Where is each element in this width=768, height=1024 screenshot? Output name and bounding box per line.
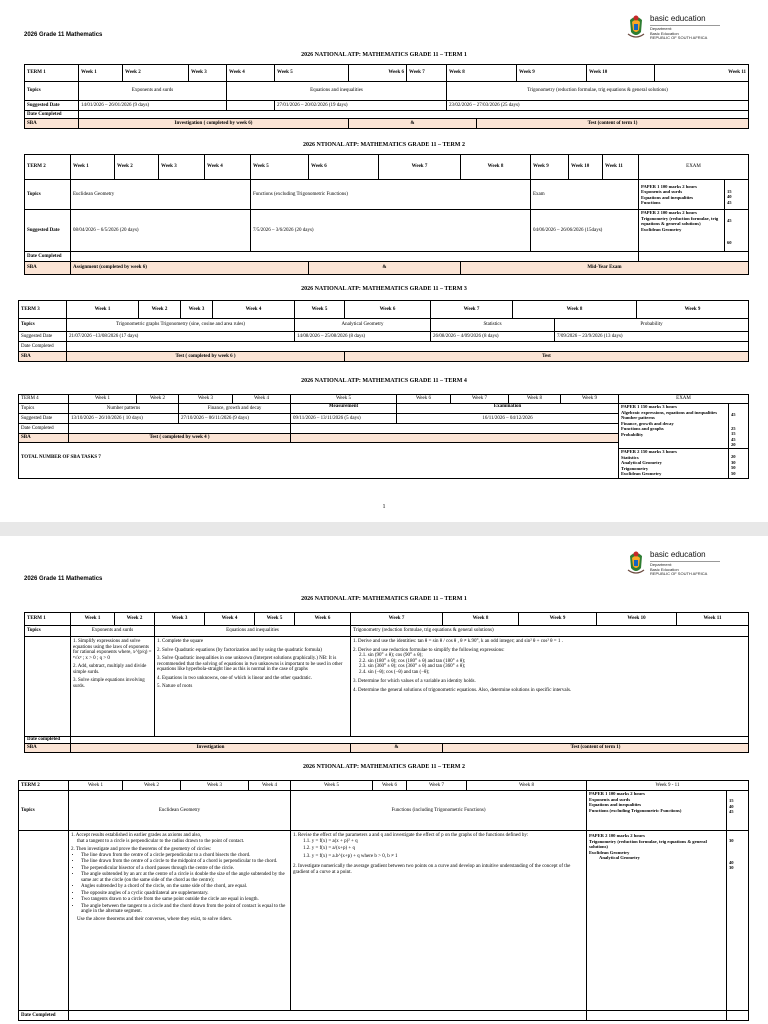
term2-week-6: Week 6 bbox=[309, 155, 379, 180]
term4-p2-mark-1: 20 bbox=[731, 454, 736, 459]
dbe-logo bbox=[626, 14, 720, 41]
detail1-label: TERM 1 bbox=[25, 613, 71, 626]
detail2-topic-2: Functions (including Trigonometric Functions) bbox=[291, 791, 587, 831]
term2-week-10: Week 10 bbox=[569, 155, 603, 180]
detail2-geo-intro-2: that a tangent to a circle is perpendicular to the radius drawn to the point of contact. bbox=[77, 838, 245, 844]
detail2-p1-mark-2: 40 bbox=[729, 803, 734, 809]
term4-topic-4: Examination bbox=[397, 404, 619, 414]
detail2-label: TERM 2 bbox=[19, 781, 69, 791]
detail1-week-9: Week 9 bbox=[519, 613, 597, 626]
term4-p2-mark-2: 30 bbox=[731, 459, 736, 465]
term4-date-2: 27/10/2026 – 06/11/2026 (9 days) bbox=[179, 414, 291, 424]
term4-p1-mark-2: 25 bbox=[731, 425, 736, 431]
term1-date-1: 14/01/2026 – 26/01/2026 (9 days) bbox=[79, 101, 227, 111]
term2-topic-2: Functions (excluding Trigonometric Functions) bbox=[251, 180, 531, 210]
detail2-theorem-8: • The angle between the tangent to a circle and the chord drawn from the point of contact is equal to the angle in the alternate segment. bbox=[81, 904, 288, 915]
term4-paper1-head: PAPER 1 150 marks 3 hours bbox=[621, 404, 677, 409]
term2-date-2: 7/5/2026 – 3/6/2026 (20 days) bbox=[251, 210, 531, 252]
term3-week-1: Week 1 bbox=[67, 301, 139, 319]
detail2-paper2 bbox=[587, 831, 727, 1011]
term4-paper2-marks bbox=[729, 449, 749, 479]
detail2-p2-mark-3: 30 bbox=[729, 865, 734, 870]
term2-week-5: Week 5 bbox=[251, 155, 309, 180]
detail2-fn-3: 1.3. y = f(x) = a.b^(x+p) + q where b > 0, b ≠ 1 bbox=[303, 853, 398, 859]
detail2-paper1-head: PAPER 1 100 marks 2 hours bbox=[589, 791, 645, 796]
term4-week-3: Week 3 bbox=[179, 395, 233, 404]
detail2-paper1-marks bbox=[727, 791, 749, 831]
term1-sba-test: Test (content of term 1) bbox=[477, 119, 749, 129]
detail1-topic-2: Equations and inequalities bbox=[155, 626, 351, 637]
term2-p1-mark-3: 45 bbox=[727, 199, 732, 205]
detail1-c2-item-3: 3. Solve Quadratic inequalities in one unknown (Interpret solutions graphically.) NB: It is recommended that the solving of equations in two unknowns is important to be used in other equations like hyperbola-straight line as this is normal in the case of graphs bbox=[157, 656, 343, 672]
detail1-week-1: Week 1 bbox=[71, 613, 115, 626]
detail1-completed-label: Date completed bbox=[25, 737, 71, 744]
term1-label: TERM 1 bbox=[25, 65, 79, 82]
term2-p1-mark-1: 15 bbox=[727, 188, 732, 194]
term4-week-9: Week 9 bbox=[561, 395, 619, 404]
term1-topic-1: Exponents and surds bbox=[79, 82, 227, 101]
term3-topic-1: Trigonometric graphs Trigonometry (sine, cosine and area rules) bbox=[67, 319, 295, 332]
detail2-geo-intro-3: 2. Then investigate and prove the theorems of the geometry of circles: bbox=[71, 847, 212, 852]
detail2-theorem-2: • The line drawn from the centre of a circle to the midpoint of a chord is perpendicular to the chord. bbox=[81, 859, 288, 865]
term3-week-2: Week 2 bbox=[139, 301, 181, 319]
term4-date-1: 13/10/2026 – 26/10/2026 ( 10 days) bbox=[69, 414, 179, 424]
term3-date-3: 26/08/2026 – 4/09/2026 (8 days) bbox=[431, 332, 555, 342]
term4-topic-3: Measurement bbox=[291, 404, 397, 414]
term2-week-2: Week 2 bbox=[115, 155, 159, 180]
term4-p1-mark-4: 45 bbox=[731, 436, 736, 442]
term4-p2-item-4: Euclidean Geometry bbox=[621, 471, 662, 476]
detail1-week-4: Week 4 bbox=[205, 613, 255, 626]
term2-sba-label: SBA bbox=[25, 262, 71, 275]
term1-date-2: 27/01/2026 – 20/02/2026 (19 days) bbox=[275, 101, 447, 111]
term2-suggested-label: Suggested Date bbox=[25, 210, 71, 252]
term2-p1-item-3: Functions bbox=[641, 200, 661, 205]
logo-basic-2: Basic Education bbox=[650, 566, 679, 572]
term4-week-6: Week 6 bbox=[397, 395, 451, 404]
detail1-c1-item-3: 3. Solve simple equations involving surds. bbox=[73, 678, 145, 689]
term4-title: 2026 NATIONAL ATP: MATHEMATICS GRADE 11 – TERM 4 bbox=[301, 378, 467, 384]
coat-of-arms-icon bbox=[626, 550, 646, 576]
term4-week-8: Week 8 bbox=[509, 395, 561, 404]
term4-sba-test: Test ( completed by week 4 ) bbox=[69, 434, 291, 443]
detail2-fn-intro: 1. Revise the effect of the parameters a and q and investigate the effect of p on the graphs of the functions defined by: bbox=[293, 833, 529, 838]
term4-suggested-label: Suggested Date bbox=[19, 414, 69, 424]
detail2-theorem-5: • Angles subtended by a chord of the circle, on the same side of the chord, are equal. bbox=[81, 884, 288, 890]
term2-paper1 bbox=[639, 180, 725, 210]
term2-p1-item-1: Exponents and surds bbox=[641, 189, 683, 194]
term2-date-3: 04/06/2026 – 26/06/2026 (15days) bbox=[531, 210, 639, 252]
term2-paper2-head: PAPER 2 100 marks 2 hours bbox=[641, 210, 697, 215]
term1-week-7: Week 7 bbox=[407, 65, 447, 82]
logo-brand-2: basic education bbox=[650, 550, 706, 559]
term2-topic-1: Euclidean Geometry bbox=[71, 180, 251, 210]
term3-week-8: Week 8 bbox=[513, 301, 637, 319]
logo-basic: Basic Education bbox=[650, 30, 679, 36]
term4-paper2-head: PAPER 2 150 marks 3 hours bbox=[621, 449, 677, 454]
term1-sba-label: SBA bbox=[25, 119, 79, 129]
term2-sba-exam: Mid-Year Exam bbox=[461, 262, 749, 275]
logo-dept: Department: bbox=[650, 26, 673, 31]
term2-week-7: Week 7 bbox=[379, 155, 461, 180]
detail1-topics-label: Topics bbox=[25, 626, 71, 637]
term1-sba-investigation: Investigation ( completed by week 6) bbox=[79, 119, 349, 129]
term1-week-3: Week 3 bbox=[189, 65, 227, 82]
term1-week-1: Week 1 bbox=[79, 65, 123, 82]
detail1-sba-amp: & bbox=[351, 744, 443, 753]
term2-label: TERM 2 bbox=[25, 155, 71, 180]
term1-week-8: Week 8 bbox=[447, 65, 517, 82]
detail2-geo-intro-1: 1. Accept results established in earlier grades as axioms and also, bbox=[71, 833, 202, 838]
detail1-c3-item-2: 2. Derive and use reduction formulae to simplify the following expressions: bbox=[353, 647, 505, 653]
term2-week-8: Week 8 bbox=[461, 155, 531, 180]
detail2-week-4: Week 4 bbox=[249, 781, 291, 791]
term4-p1-item-4: Functions and graphs bbox=[621, 426, 664, 431]
detail2-geometry bbox=[69, 831, 291, 1011]
term4-paper2 bbox=[619, 449, 729, 479]
term2-sba-amp: & bbox=[309, 262, 461, 275]
detail2-theorem-1: • The line drawn from the centre of a circle perpendicular to a chord bisects the chord. bbox=[81, 853, 288, 859]
detail1-week-7: Week 7 bbox=[351, 613, 443, 626]
detail1-c3-item-5: 2.3. sin (360° ± θ); cos (360° ± θ) and tan (360° ± θ); bbox=[359, 664, 466, 669]
detail2-geo-outro: Use the above theorems and their converses, where they exist, to solve riders. bbox=[77, 916, 233, 922]
term2-p2-item-2: Euclidean Geometry bbox=[641, 226, 682, 232]
term3-completed-label: Date Completed bbox=[19, 342, 67, 352]
doc-title: 2026 Grade 11 Mathematics bbox=[24, 32, 103, 38]
term4-paper1 bbox=[619, 404, 729, 449]
term1-sba-amp: & bbox=[349, 119, 477, 129]
detail1-c3-item-7: 3. Determine for which values of a variable an identity holds. bbox=[353, 679, 476, 684]
term1-date-3: 23/02/2026 – 27/03/2026 (25 days) bbox=[447, 101, 749, 111]
detail2-p1-item-1: Exponents and surds bbox=[589, 796, 631, 802]
detail2-paper2-marks bbox=[727, 831, 749, 1011]
page-2 bbox=[0, 536, 768, 1024]
term4-p1-item-3: Finance, growth and decay bbox=[621, 420, 674, 426]
term3-week-5: Week 5 bbox=[295, 301, 345, 319]
term1-week-10: Week 10 bbox=[587, 65, 655, 82]
detail1-topic-1: Exponents and surds bbox=[71, 626, 155, 637]
term1-completed-label: Date Completed bbox=[25, 111, 79, 119]
detail2-p2-item-3: Analytical Geometry bbox=[599, 855, 640, 860]
logo-dept-2: Department: bbox=[650, 562, 673, 567]
term2-p2-mark-1: 45 bbox=[727, 218, 732, 223]
term2-week-3: Week 3 bbox=[159, 155, 205, 180]
term2-date-1: 08/04/2026 – 6/5/2026 (20 days) bbox=[71, 210, 251, 252]
detail1-c3-item-6: 2.4. sin (−θ); cos (−θ) and tan (−θ); bbox=[359, 669, 430, 675]
term2-week-4: Week 4 bbox=[205, 155, 251, 180]
term4-week-5: Week 5 bbox=[291, 395, 397, 404]
detail2-week-8: Week 8 bbox=[467, 781, 587, 791]
term2-topic-3: Exam bbox=[531, 180, 639, 210]
term3-sba-test1: Test ( completed by week 6 ) bbox=[67, 352, 345, 362]
term1-suggested-label: Suggested Date bbox=[25, 101, 79, 111]
term2-week-9: Week 9 bbox=[531, 155, 569, 180]
term4-week-4: Week 4 bbox=[233, 395, 291, 404]
term4-exam-label: EXAM bbox=[619, 395, 749, 404]
term4-total-sba: TOTAL NUMBER OF SBA TASKS 7 bbox=[19, 449, 619, 479]
detail1-c2-item-4: 4. Equations in two unknowns, one of which is linear and the other quadratic. bbox=[157, 675, 312, 681]
detail2-fn-2: 1.2. y = f(x) = a/(x+p) + q bbox=[303, 846, 355, 851]
term4-p2-mark-4: 50 bbox=[731, 470, 736, 476]
detail1-c2-item-1: 1. Complete the square bbox=[157, 639, 204, 644]
detail1-c3-item-4: 2.2. sin (180° ± θ); cos (180° ± θ) and tan (180° ± θ); bbox=[359, 658, 466, 664]
term2-exam-label: EXAM bbox=[639, 155, 749, 180]
detail2-paper2-head: PAPER 2 100 marks 2 hours bbox=[589, 833, 645, 838]
detail1-week-2: Week 2 bbox=[115, 613, 155, 626]
detail2-p2-mark-1: 30 bbox=[729, 838, 734, 843]
detail1-c3-item-8: 4. Determine the general solutions of trigonometric equations. Also, determine solutions in specific intervals. bbox=[353, 687, 572, 693]
term3-suggested-label: Suggested Date bbox=[19, 332, 67, 342]
term3-sba-label: SBA bbox=[19, 352, 67, 362]
term2-p1-mark-2: 40 bbox=[727, 194, 732, 200]
term4-p2-mark-3: 50 bbox=[731, 465, 736, 470]
term4-date-4: 16/11/2026 – 04/12/2026 bbox=[397, 414, 619, 424]
detail2-topic-1: Euclidean Geometry bbox=[69, 791, 291, 831]
term1-topic-3: Trigonometry (reduction formulae, trig equations & general solutions) bbox=[447, 82, 749, 101]
term1-week-4: Week 4 bbox=[227, 65, 275, 82]
term3-week-9: Week 9 bbox=[637, 301, 749, 319]
term4-p2-item-1: Statistics bbox=[621, 454, 639, 460]
detail2-p2-item-2: Euclidean Geometry bbox=[589, 849, 630, 855]
detail1-week-5: Week 5 bbox=[255, 613, 295, 626]
detail1-c1-item-2: 2. Add, subtract, multiply and divide simple surds. bbox=[73, 664, 147, 675]
term2-paper1-marks bbox=[725, 180, 749, 210]
term4-p1-item-2: Number patterns bbox=[621, 415, 655, 420]
term4-week-2: Week 2 bbox=[137, 395, 179, 404]
term4-topics-label: Topics bbox=[19, 404, 69, 414]
detail2-week-1: Week 1 bbox=[69, 781, 123, 791]
term3-date-1: 21/07/2026 –13/08/2026 (17 days) bbox=[67, 332, 295, 342]
term1-week-11: Week 11 bbox=[655, 65, 749, 82]
detail2-theorem-7: • Two tangents drawn to a circle from the same point outside the circle are equal in length. bbox=[81, 897, 288, 903]
term3-week-7: Week 7 bbox=[431, 301, 513, 319]
detail2-functions bbox=[291, 831, 587, 1011]
term1-week-2: Week 2 bbox=[123, 65, 189, 82]
term4-p1-mark-3: 15 bbox=[731, 431, 736, 436]
term2-table bbox=[24, 154, 749, 275]
detail1-c3-item-1: 1. Derive and use the identities: tan θ = sin θ / cos θ , θ ≠ k.90°, k an odd integer; and sin² θ + cos² θ = 1 . bbox=[353, 639, 563, 644]
term3-week-4: Week 4 bbox=[213, 301, 295, 319]
detail1-col1 bbox=[71, 637, 155, 737]
term2-p2-item-1: Trigonometry (reduction formulae, trig equations & general solutions) bbox=[641, 215, 719, 226]
page-number: 1 bbox=[382, 504, 386, 510]
term4-date-3: 09/11/2026 – 13/11/2026 (5 days) bbox=[291, 414, 397, 424]
term2-topics-label: Topics bbox=[25, 180, 71, 210]
detail2-week-2: Week 2 bbox=[123, 781, 181, 791]
detail2-p2-item-1: Trigonometry (reduction formulae, trig equations & general solutions) bbox=[589, 838, 707, 849]
term1-week-5: Week 5 bbox=[275, 65, 349, 82]
term4-week-7: Week 7 bbox=[451, 395, 509, 404]
detail2-theorem-4: • The angle subtended by an arc at the centre of a circle is double the size of the angle subtended by the same arc at the circle (on the same side of the chord as the centre); bbox=[81, 872, 288, 883]
detail1-sba-label: SBA bbox=[25, 744, 71, 753]
term2-week-1: Week 1 bbox=[71, 155, 115, 180]
term4-p2-item-2: Analytical Geometry bbox=[621, 460, 662, 465]
term1-week-6: Week 6 bbox=[349, 65, 407, 82]
detail2-p2-mark-2: 40 bbox=[729, 859, 734, 865]
detail2-fn-1: 1.1. y = f(x) = a(x + p)² + q bbox=[303, 838, 358, 844]
term2-paper2-marks bbox=[725, 210, 749, 252]
term2-paper1-head: PAPER 1 100 marks 2 hours bbox=[641, 183, 697, 189]
term4-topic-2: Finance, growth and decay bbox=[179, 404, 291, 414]
detail1-topic-3: Trigonometry (reduction formulae, trig equations & general solutions) bbox=[351, 626, 749, 637]
detail1-week-3: Week 3 bbox=[155, 613, 205, 626]
term4-p2-item-3: Trigonometry bbox=[621, 465, 649, 471]
term4-completed-label: Date Completed bbox=[19, 424, 69, 434]
term1-topics-label: Topics bbox=[25, 82, 79, 101]
detail2-theorem-3: • The perpendicular bisector of a chord passes through the centre of the circle. bbox=[81, 866, 288, 872]
detail2-week-6: Week 6 bbox=[373, 781, 407, 791]
term3-date-2: 14/08/2026 – 25/08/2026 (8 days) bbox=[295, 332, 431, 342]
term2-sba-assignment: Assignment (completed by week 6) bbox=[71, 262, 309, 275]
doc-title-2: 2026 Grade 11 Mathematics bbox=[24, 576, 103, 582]
detail2-p1-mark-3: 45 bbox=[729, 809, 734, 814]
logo-rsa-2: REPUBLIC OF SOUTH AFRICA bbox=[650, 571, 708, 576]
term2-p2-mark-2: 60 bbox=[727, 239, 732, 245]
term4-paper1-marks bbox=[729, 404, 749, 449]
term1-week-9: Week 9 bbox=[517, 65, 587, 82]
logo-brand: basic education bbox=[650, 14, 706, 23]
detail2-paper1 bbox=[587, 791, 727, 831]
term3-sba-test2: Test bbox=[345, 352, 749, 362]
detail1-c3-item-3: 2.1. sin (90° ± θ); cos (90° ± θ); bbox=[359, 653, 423, 658]
detail1-title: 2026 NATIONAL ATP: MATHEMATICS GRADE 11 – TERM 1 bbox=[301, 596, 467, 602]
detail1-week-11: Week 11 bbox=[677, 613, 749, 626]
term1-title: 2026 NATIONAL ATP: MATHEMATICS GRADE 11 – TERM 1 bbox=[301, 52, 467, 58]
detail2-p1-item-2: Equations and inequalities bbox=[589, 802, 642, 807]
detail1-col3 bbox=[351, 637, 749, 737]
detail1-c1-item-1: 1. Simplify expressions and solve equations using the laws of exponents for rational exponents where, x^(p/q) = ᵠ√xᵖ ; x > 0 ; q > 0 bbox=[73, 639, 152, 661]
detail1-week-10: Week 10 bbox=[597, 613, 677, 626]
term3-topic-3: Statistics bbox=[431, 319, 555, 332]
term3-week-6: Week 6 bbox=[345, 301, 431, 319]
detail2-week-9-11: Week 9 - 11 bbox=[587, 781, 749, 791]
detail1-sba-investigation: Investigation bbox=[71, 744, 351, 753]
term2-paper2 bbox=[639, 210, 725, 252]
term3-topics-label: Topics bbox=[19, 319, 67, 332]
detail2-completed-label: Date Completed bbox=[19, 1011, 69, 1021]
term4-p1-mark-5: 20 bbox=[731, 442, 736, 447]
detail2-table bbox=[18, 780, 749, 1021]
detail2-p1-mark-1: 15 bbox=[729, 798, 734, 803]
term3-topic-2: Analytical Geometry bbox=[295, 319, 431, 332]
detail2-topics-label: Topics bbox=[19, 791, 69, 831]
term2-title: 2026 NTIONAL ATP: MATHEMATICS GRADE 11 – TERM 2 bbox=[303, 142, 465, 148]
term3-title: 2026 NATIONAL ATP: MATHEMATICS GRADE 11 – TERM 3 bbox=[301, 286, 467, 292]
detail1-week-8: Week 8 bbox=[443, 613, 519, 626]
detail2-title: 2026 NTIONAL ATP: MATHEMATICS GRADE 11 – TERM 2 bbox=[303, 764, 465, 770]
coat-of-arms-icon bbox=[626, 14, 646, 40]
term3-date-4: 7/09/2026 – 23/9/2026 (13 days) bbox=[555, 332, 749, 342]
term3-week-3: Week 3 bbox=[181, 301, 213, 319]
logo-rsa: REPUBLIC OF SOUTH AFRICA bbox=[650, 35, 708, 40]
detail2-fn-outro: 2. Investigate numerically the average gradient between two points on a curve and develop an intuitive understanding of the concept of the gradient of a curve at a point. bbox=[293, 864, 571, 875]
term4-sba-label: SBA bbox=[19, 434, 69, 443]
term1-table bbox=[24, 64, 749, 129]
term1-topic-2: Equations and inequalities bbox=[227, 82, 447, 101]
detail2-week-7: Week 7 bbox=[407, 781, 467, 791]
detail2-week-3: Week 3 bbox=[181, 781, 249, 791]
term3-topic-4: Probability bbox=[555, 319, 749, 332]
term4-label: TERM 4 bbox=[19, 395, 69, 404]
detail1-c2-item-2: 2. Solve Quadratic equations (by factorization and by using the quadratic formula) bbox=[157, 647, 322, 653]
term3-table bbox=[18, 300, 749, 362]
term4-table bbox=[18, 394, 749, 479]
term4-p1-item-1: Algebraic expressions, equations and inequalities bbox=[621, 409, 718, 415]
detail2-week-5: Week 5 bbox=[291, 781, 373, 791]
detail2-p1-item-3: Functions (excluding Trigonometric Functions) bbox=[589, 807, 682, 813]
detail1-week-6: Week 6 bbox=[295, 613, 351, 626]
term4-p1-item-5: Probability bbox=[621, 431, 644, 437]
detail1-table bbox=[24, 612, 749, 753]
term4-p1-mark-1: 45 bbox=[731, 412, 736, 417]
term3-label: TERM 3 bbox=[19, 301, 67, 319]
detail1-sba-test: Test (content of term 1) bbox=[443, 744, 749, 753]
detail1-c2-item-5: 5. Nature of roots bbox=[157, 684, 193, 689]
detail2-theorem-6: • The opposite angles of a cyclic quadrilateral are supplementary. bbox=[81, 891, 288, 897]
term2-week-11: Week 11 bbox=[603, 155, 639, 180]
detail1-col2 bbox=[155, 637, 351, 737]
term4-topic-1: Number patterns bbox=[69, 404, 179, 414]
dbe-logo-2 bbox=[626, 550, 720, 577]
term2-p1-item-2: Equations and inequalities bbox=[641, 194, 694, 200]
term2-completed-label: Date Completed bbox=[25, 252, 71, 262]
term4-week-1: Week 1 bbox=[69, 395, 137, 404]
